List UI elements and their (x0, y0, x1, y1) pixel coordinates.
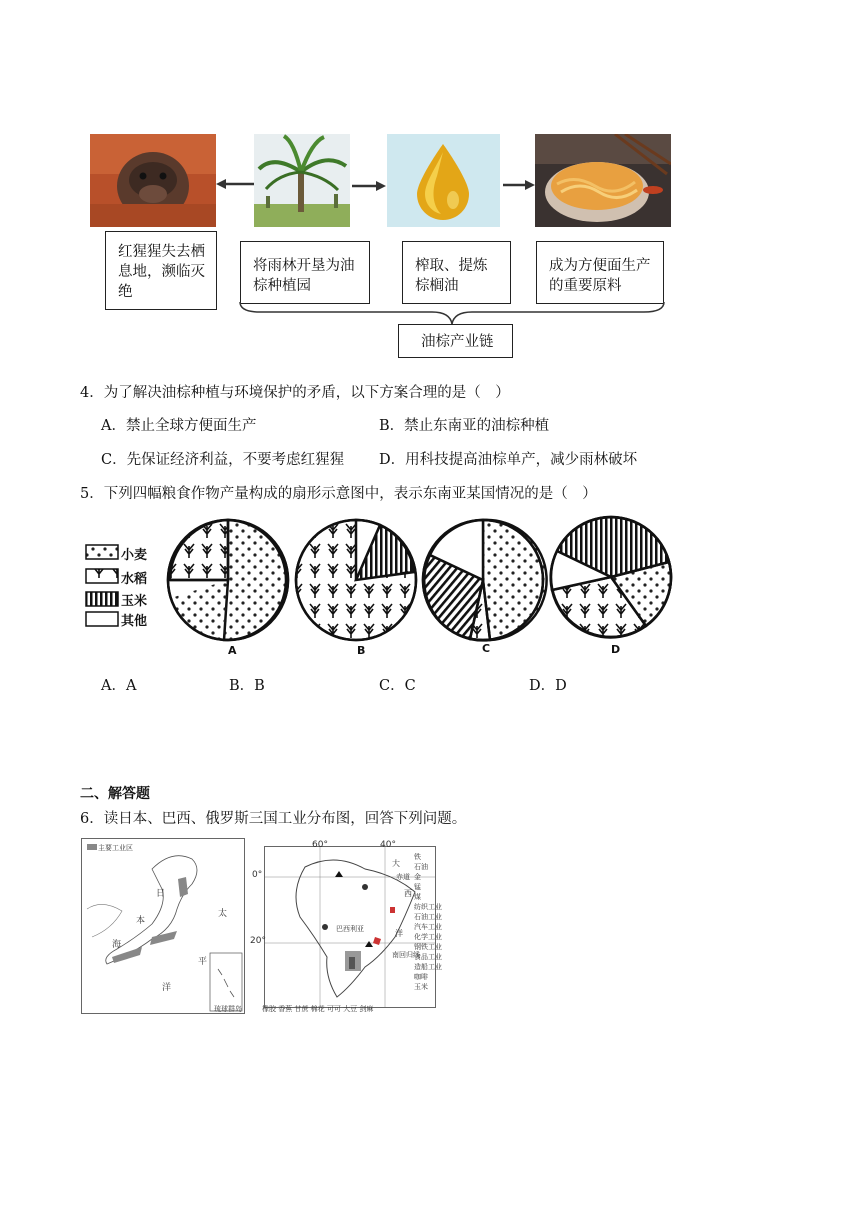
legend-swatch-rice (86, 569, 118, 583)
brazil-label-equator: 赤道 (396, 873, 410, 881)
q5-option-a[interactable]: A．A (101, 678, 137, 694)
q5-stem: 5．下列四幅粮食作物产量构成的扇形示意图中，表示东南亚某国情况的是（ ） (80, 486, 597, 502)
brazil-lat-0: 0° (252, 870, 263, 880)
japan-label-tai: 太 (218, 909, 228, 919)
brazil-label-brasilia: 巴西利亚 (336, 925, 364, 933)
oil-palm-photo (254, 134, 350, 227)
oil-drop-photo (387, 134, 500, 227)
q5-option-d[interactable]: D．D (529, 678, 567, 694)
legend-label-corn: 玉米 (121, 594, 148, 609)
brazil-legend-13: 玉米 (414, 983, 428, 991)
pie-d (551, 517, 671, 637)
brazil-label-yang: 洋 (395, 929, 403, 938)
pie-label-b: B (357, 644, 366, 657)
q5-option-c[interactable]: C．C (379, 678, 416, 694)
industry-chain-label: 油棕产业链 (398, 324, 513, 358)
brazil-legend-3: 锰 (414, 883, 421, 891)
brazil-label-xi: 西 (404, 889, 412, 898)
arrow-right-2 (501, 179, 535, 191)
legend-label-wheat: 小麦 (121, 548, 148, 563)
legend-label-rice: 水稻 (121, 572, 148, 587)
pie-label-a: A (228, 644, 237, 657)
q5-option-b[interactable]: B．B (229, 678, 265, 694)
brazil-legend-7: 汽车工业 (414, 923, 442, 931)
q4-option-c[interactable]: C．先保证经济利益，不要考虑红猩猩 (101, 452, 345, 468)
industry-chain-brace (236, 300, 668, 326)
q4-option-d[interactable]: D．用科技提高油棕单产，减少雨林破坏 (379, 452, 638, 468)
legend-label-other: 其他 (121, 614, 148, 629)
brazil-legend-1: 石油 (414, 863, 428, 871)
brazil-legend-8: 化学工业 (414, 933, 442, 941)
brazil-legend-11: 造船工业 (414, 963, 442, 971)
brazil-legend-4: 煤 (414, 893, 421, 901)
japan-label-ben: 本 (136, 916, 146, 926)
brazil-legend-6: 石油工业 (414, 913, 442, 921)
brazil-legend-2: 金 (414, 873, 421, 881)
arrow-left-1 (216, 178, 256, 190)
japan-label-ping: 平 (198, 957, 208, 967)
brazil-legend-0: 铁 (414, 853, 421, 861)
brazil-lon-60: 60° (312, 840, 328, 850)
brazil-legend-12: 咖啡 (414, 973, 428, 981)
legend-swatch-wheat (86, 545, 118, 559)
q4-stem: 4．为了解决油棕种植与环境保护的矛盾，以下方案合理的是（ ） (80, 385, 510, 401)
brazil-legend (414, 852, 470, 992)
pie-b (296, 520, 416, 640)
brazil-legend-10: 食品工业 (414, 953, 442, 961)
brazil-label-tropic: 南回归线 (392, 951, 420, 959)
chain-box-noodles: 成为方便面生产的重要原料 (536, 241, 664, 304)
chain-box-extraction: 榨取、提炼棕榈油 (402, 241, 511, 304)
pie-label-d: D (611, 643, 621, 656)
arrow-right-1 (350, 180, 386, 192)
brazil-bottom-legend: 橡胶 香蕉 甘蔗 棉花 可可 大豆 剑麻 (262, 1005, 374, 1013)
japan-label-yang: 洋 (162, 983, 172, 993)
brazil-legend-5: 纺织工业 (414, 903, 442, 911)
pie-legend (86, 545, 118, 626)
brazil-lon-40: 40° (380, 840, 396, 850)
section-heading: 二、解答题 (80, 786, 150, 802)
pie-c (423, 520, 547, 641)
pie-a (168, 520, 288, 640)
japan-legend: 主要工业区 (98, 844, 133, 852)
q4-option-b[interactable]: B．禁止东南亚的油棕种植 (379, 418, 550, 434)
q6-stem: 6．读日本、巴西、俄罗斯三国工业分布图，回答下列问题。 (80, 811, 467, 827)
brazil-lat-20: 20° (250, 936, 266, 946)
brazil-legend-9: 钢铁工业 (414, 943, 442, 951)
pie-label-c: C (482, 642, 491, 655)
chain-box-orangutan: 红猩猩失去栖息地，濒临灭绝 (105, 231, 217, 310)
japan-label-hai: 海 (112, 940, 122, 950)
chain-box-plantation: 将雨林开垦为油棕种植园 (240, 241, 370, 304)
japan-label-ri: 日 (156, 889, 166, 899)
legend-swatch-corn (86, 592, 118, 606)
japan-label-ryukyu: 琉球群岛 (214, 1005, 242, 1013)
instant-noodles-photo (535, 134, 671, 227)
legend-swatch-other (86, 612, 118, 626)
orangutan-photo (90, 134, 216, 227)
q4-option-a[interactable]: A．禁止全球方便面生产 (101, 418, 257, 434)
brazil-label-da: 大 (392, 859, 400, 868)
